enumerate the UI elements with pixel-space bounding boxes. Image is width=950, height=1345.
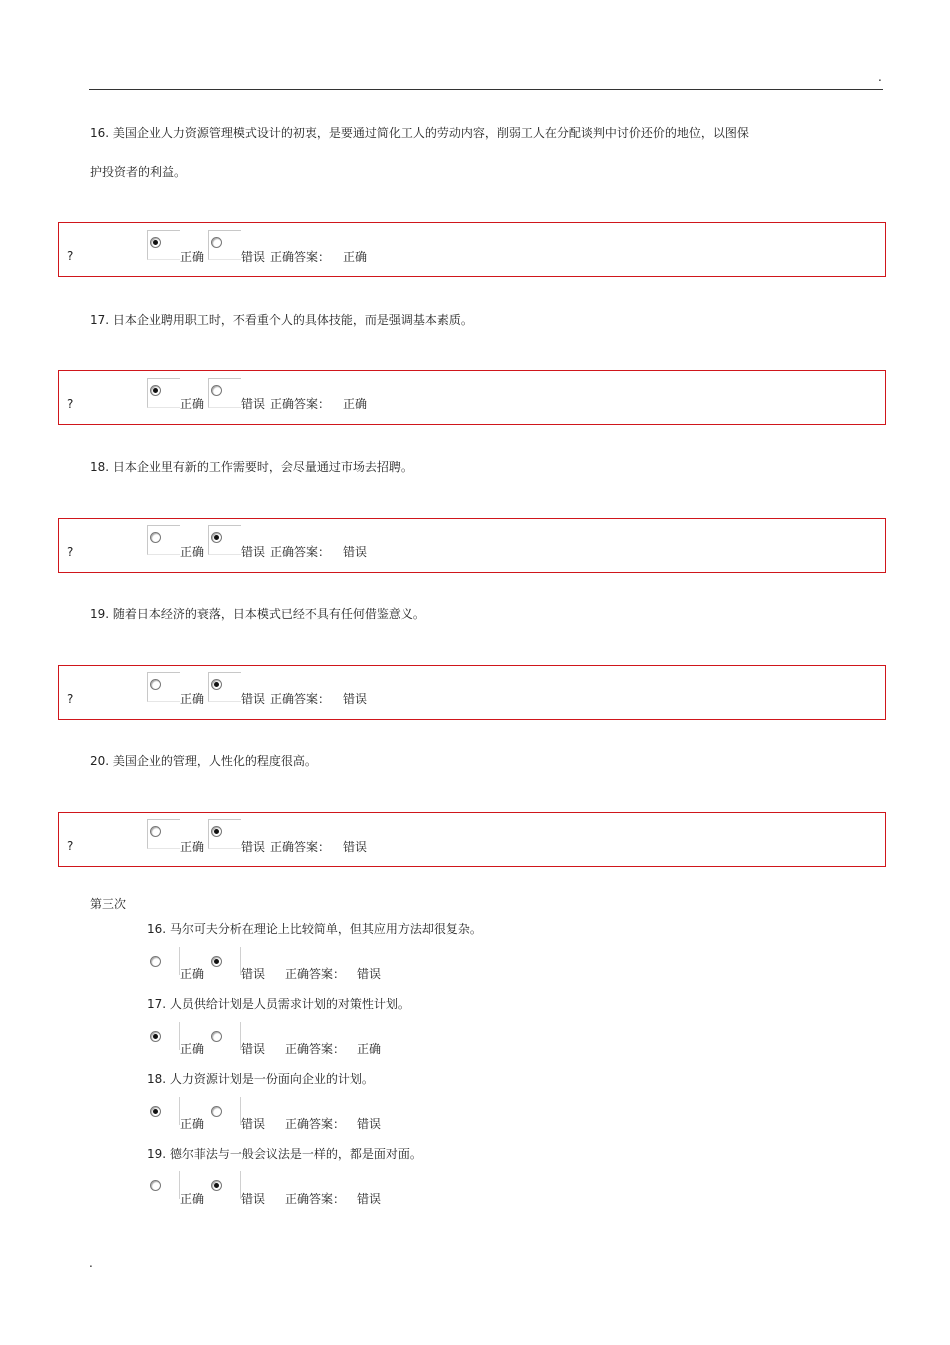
radio-true[interactable] — [150, 826, 161, 837]
radio-true[interactable] — [150, 532, 161, 543]
question-text-continued: 护投资者的利益。 — [90, 165, 187, 179]
correct-answer-value: 错误 — [343, 840, 368, 854]
option-true-label: 正确 — [180, 840, 205, 854]
option-true-label: 正确 — [180, 397, 205, 411]
correct-answer-value: 正确 — [357, 1042, 382, 1056]
radio-false-selected[interactable] — [211, 532, 222, 543]
correct-answer-value: 正确 — [343, 397, 368, 411]
radio-false-selected[interactable] — [211, 956, 222, 967]
radio-false[interactable] — [211, 237, 222, 248]
correct-answer-label: 正确答案： — [270, 840, 331, 854]
option-true-label: 正确 — [180, 250, 205, 264]
correct-answer-label: 正确答案： — [270, 692, 331, 706]
option-false-label: 错误 — [241, 1192, 266, 1206]
question-marker: ? — [67, 397, 74, 411]
correct-answer-value: 错误 — [357, 1117, 382, 1131]
radio-true[interactable] — [150, 679, 161, 690]
option-true-label: 正确 — [180, 545, 205, 559]
radio-false-selected[interactable] — [211, 679, 222, 690]
radio-true-selected[interactable] — [150, 385, 161, 396]
option-true-label: 正确 — [180, 1042, 205, 1056]
correct-answer-value: 错误 — [343, 545, 368, 559]
question-text: 18. 人力资源计划是一份面向企业的计划。 — [147, 1072, 374, 1086]
correct-answer-label: 正确答案： — [270, 250, 331, 264]
question-text: 18. 日本企业里有新的工作需要时，会尽量通过市场去招聘。 — [90, 460, 413, 474]
section-title: 第三次 — [90, 897, 127, 911]
option-true-label: 正确 — [180, 1117, 205, 1131]
question-text: 16. 马尔可夫分析在理论上比较简单，但其应用方法却很复杂。 — [147, 922, 482, 936]
correct-answer-value: 正确 — [343, 250, 368, 264]
option-false-label: 错误 — [241, 1042, 266, 1056]
question-text: 17. 人员供给计划是人员需求计划的对策性计划。 — [147, 997, 410, 1011]
option-true-label: 正确 — [180, 1192, 205, 1206]
option-false-label: 错误 — [241, 1117, 266, 1131]
correct-answer-label: 正确答案： — [285, 967, 346, 981]
radio-true[interactable] — [150, 956, 161, 967]
option-false-label: 错误 — [241, 692, 266, 706]
correct-answer-label: 正确答案： — [285, 1042, 346, 1056]
option-false-label: 错误 — [241, 545, 266, 559]
question-text: 19. 德尔菲法与一般会议法是一样的，都是面对面。 — [147, 1147, 422, 1161]
option-false-label: 错误 — [241, 250, 266, 264]
question-text: 19. 随着日本经济的衰落，日本模式已经不具有任何借鉴意义。 — [90, 607, 425, 621]
footer-mark: . — [89, 1256, 93, 1270]
option-false-label: 错误 — [241, 967, 266, 981]
correct-answer-value: 错误 — [357, 967, 382, 981]
radio-false[interactable] — [211, 1031, 222, 1042]
option-false-label: 错误 — [241, 397, 266, 411]
option-true-label: 正确 — [180, 692, 205, 706]
radio-false[interactable] — [211, 1106, 222, 1117]
question-text: 20. 美国企业的管理，人性化的程度很高。 — [90, 754, 317, 768]
question-marker: ? — [67, 249, 74, 263]
question-text: 16. 美国企业人力资源管理模式设计的初衷，是要通过简化工人的劳动内容，削弱工人在分配谈判中讨价还价的地位，以图保 — [90, 126, 749, 140]
question-text: 17. 日本企业聘用职工时，不看重个人的具体技能，而是强调基本素质。 — [90, 313, 473, 327]
question-marker: ? — [67, 545, 74, 559]
option-false-label: 错误 — [241, 840, 266, 854]
radio-true-selected[interactable] — [150, 1106, 161, 1117]
radio-false-selected[interactable] — [211, 826, 222, 837]
radio-true-selected[interactable] — [150, 237, 161, 248]
radio-true-selected[interactable] — [150, 1031, 161, 1042]
header-corner-mark: . — [878, 70, 882, 84]
radio-false[interactable] — [211, 385, 222, 396]
correct-answer-label: 正确答案： — [285, 1192, 346, 1206]
question-marker: ? — [67, 839, 74, 853]
option-true-label: 正确 — [180, 967, 205, 981]
radio-true[interactable] — [150, 1180, 161, 1191]
header-rule — [89, 89, 883, 90]
correct-answer-label: 正确答案： — [270, 545, 331, 559]
radio-false-selected[interactable] — [211, 1180, 222, 1191]
correct-answer-label: 正确答案： — [285, 1117, 346, 1131]
correct-answer-label: 正确答案： — [270, 397, 331, 411]
correct-answer-value: 错误 — [343, 692, 368, 706]
correct-answer-value: 错误 — [357, 1192, 382, 1206]
question-marker: ? — [67, 692, 74, 706]
